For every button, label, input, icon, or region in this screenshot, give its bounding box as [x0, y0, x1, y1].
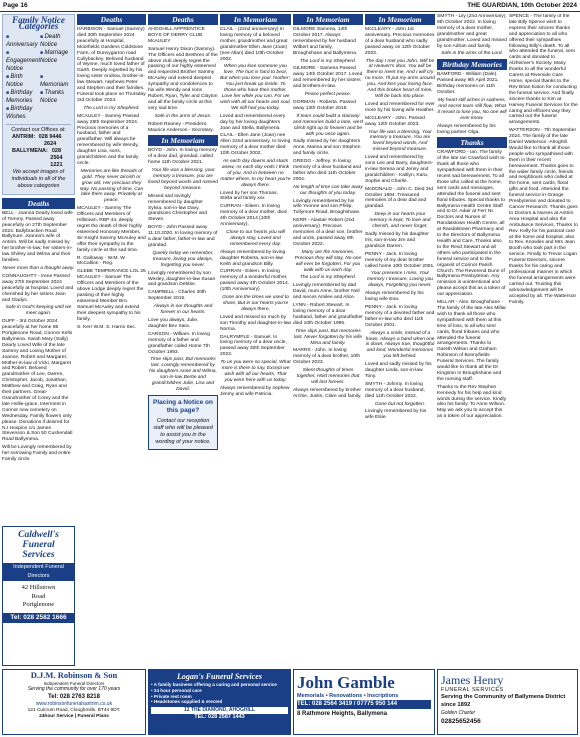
robinson-foot: 24hour Service | Funeral Plans	[39, 714, 109, 719]
verse: Time slips past, But memories last. Lovingly remembered by his daughters Anne and Wilma, son-in-law Bertie and grandchildren Julie, Lisa and David.	[149, 357, 217, 392]
placing-body: Contact our reception staff who will be pleased to assist you in the wording of your notice.	[153, 417, 213, 445]
category-item: ■ Thanks Notice	[40, 89, 71, 105]
verse: Your life was a blessing, your memory a treasure, you are loved beyond words and missed beyond measure.	[148, 168, 218, 191]
henry-title: James Henry	[441, 673, 504, 687]
deaths-list	[2, 211, 75, 463]
notice-text: Loved and sadly missed by his daughter Linda, son-in-law Tony.	[365, 362, 432, 379]
notice-text: McDONALD - John C. Died 3rd October 1994. Treasured memories of a dear dad and grandad.	[365, 186, 433, 210]
notice-text: BELL - Joanna Dearly loved wife of Tommy. Passed away peacefully on 27th September 2024. Ballybracken Road Ballynure. Joanna's wife of Antrim. Will be sadly missed by her brother-in-law, her sisters-in-law Shirley and Wilma and their families.	[2, 210, 73, 264]
notice-text: CARSON - William. In loving memory of a father and grandfather called Home 7th October 1993.	[148, 331, 210, 355]
verse: Always a smile, instead of a frown, Always a hand when one is down, Always true, thoughtful and kind, Wonderful memories you left behind.	[365, 330, 435, 360]
notice-text: DUFF - 3rd October 2024 peacefully at her home 85 Portglenone Road, Connor Kells Ballymena. Sarah Mary (Sally) Dearly Loved Wife of the late Sammy and Loving Mother of Joanne, Robert and Margaret. Mother-in-law of Vicki, Margaret and Robert. Beloved grandmother of Lee, Darren, Christopher, Jacob, Jonathan, Matthew and Craig, Ryan and their partners. Great-Grandmother of Corey and the late Hollie-grace. Interment in Connor new cemetery on Wednesday. Family flowers only please. Donations if desired for N.I Hospice c/o James Stevenson & Son 50 Cushendall Road Ballymena.	[2, 319, 73, 443]
notice-text: HARBISON - Samuel (Sammy) died 30th September 2024 peacefully at Hospital, Moorfields Gardens Coldstone Farm, of Dunnygarron road Cullybackey. Beloved husband of Wynne, much loved father of Garth. Deeply regretted by his loving sister Andrea, brother-in-law Stewart, nephews Peter and Stephen and their families. Funeral took place on Thursday 3rd October 2024.	[77, 27, 146, 103]
notice-text: Love you always, Julie, daughter Bev Sara.	[148, 317, 199, 329]
notice-text: GREGG - Jeffrey. In loving memory of a dear husband and father who died 11th October 2004.	[293, 159, 361, 182]
notice-text: WATTERSON - 7th September 2024. The family of the late Daniel Watterson -Ahoghill. Would like to thank all those people who sympathised with them in their recent bereavement. Thanks goes to the wider family circle, friends and neighbours who called at the home, sent cards, floral gifts and food. Attended the funeral service in Grange Presbyterian and donated to Cancer Research. Thanks goes to Doctors & Nurses at Antrim Area Hospital and also the Ambulance Services. Thanks to Rev. Kelly for his pastoral care at the home and hospital, also to Rev. Knowles and Mrs Jean Booth who took part in the service. Finally to Trevor Logan Funeral Directors, sincere thanks for his caring and professional manner in which the funeral arrangements were carried out. Trusting this acknowledgement will be accepted by all. The Watterson Family.	[509, 128, 578, 305]
henry-golden-charter: Golden Charter	[441, 710, 476, 716]
gamble-tel: TEL: 028 2564 3419 / 07775 950 144	[297, 700, 431, 709]
notice-text: SMYTH - Johnny. In loving memory of a dear husband, died 11th October 2022.	[365, 381, 425, 399]
notice-text: MCAULEY - Sammy The Officers and Members of Hillstown, RBP 44, deeply regret the death of their highly esteemed Honorary Member, Sir Knight Sammy McAuley and offer their sympathy to the family circle at this sad time.	[77, 206, 146, 253]
logan-address: 12 THE DIAMOND, AHOGHILL	[151, 707, 288, 714]
notice-text: Loved and remembered for ever more by his loving wife Heather.	[365, 101, 435, 113]
verse: When you lose someone you love, The hurt is hard to bear, But when you lose your 'mother', You just break up inside. To those who have their mother, Love her while you can, For we wish with all our hearts and soul, We still had you today.	[220, 64, 291, 111]
verse: The Lord is my Shepherd.	[299, 275, 357, 281]
caldwells-band: Independent Funeral Directors	[3, 563, 74, 581]
notice-text: R. Galloway - W.M. W. McCallion - Reg.	[77, 255, 126, 267]
caldwells-tel: Tel: 028 2582 1666	[3, 613, 74, 623]
verse: Your life was a blessing, Your memory a treasure, You are loved beyond words, And missed beyond measure.	[368, 129, 432, 153]
category-list	[6, 33, 71, 121]
notice-text: Samuel Henry Dixon (Sammy). The Officers and Brethren of the above club deeply regret the passing of our highly esteemed and respected Brother Sammy McAuley and extend deepest sympathy and condolences to his wife Wendy and sons Robert, Ryan, Tyler and Clayton and all the family circle at this very sad time.	[148, 46, 218, 111]
notice-text: Sadly missed by his daughter Iris, son-in-law Jim and grandson Darren.	[365, 232, 429, 249]
notice-text: Always remembered by his loving wife Ena.	[365, 291, 424, 303]
verse: Safe in the arms of the Lord.	[441, 51, 503, 57]
notice-text: CAMPBELL - Charles 30th September 2015.	[148, 290, 206, 302]
column-2	[77, 14, 146, 667]
verse: The Lord is my Shepherd.	[299, 58, 357, 64]
gamble-title: John Gamble	[297, 673, 395, 692]
thanks-list	[437, 150, 507, 420]
verse: The Lord is my Shepherd.	[83, 105, 140, 111]
category-item: ■ Birthday Memories	[6, 89, 40, 105]
henry-tel: 02825652456	[441, 718, 481, 725]
notice-text: GILMORE - Samena Passed away 14th October 2017. Loved and remembered by her sisters and brothers-in-law.	[293, 66, 363, 90]
images-note: We accept images of individuals in all of the above categories	[11, 168, 66, 189]
gamble-ad	[293, 669, 435, 735]
verse: Close to our hearts you will always stay, Loved and remembered every day.	[226, 230, 285, 247]
verse: Deep in our hearts your memory is kept, To love and cherish, and never forget.	[369, 212, 431, 230]
notice-text: BOYD - John Passed away 11.10.2020. In loving memory of a dear father, father-in-law and grandad.	[148, 225, 218, 248]
notice-text: Always remembered by his loving partner Olga.	[437, 123, 496, 135]
henry-serving: Serving the Community of Ballymena District since 1892	[441, 694, 566, 708]
notice-text: Thanks to the Rev Stephen Kennedy for his help and kind words during the service. Kindly also his family. To Anne Wilson. May we ask you to accept this as a token of our appreciation.	[437, 384, 507, 420]
section-header-birthday-memories: Birthday Memories	[437, 59, 507, 70]
robinson-tel: Tel: 028 2763 8218	[48, 694, 100, 700]
verse: If tears could build a stairway and memories build a lane, we'd climb right up to heaven and be with you once again.	[293, 113, 363, 137]
notice-text: AHOGHILL APPRENTICE BOYS OF DERRY CLUB McAULEY	[148, 27, 205, 44]
verse: Memories are like threads of gold. They never tarnish or grow old. Her precious they stay. No passing of time, Can take them away. Privately at peace.	[79, 168, 144, 204]
verse: To us you were so special, What more is there to say, Except we wish with all our hearts, That you were here with us today.	[220, 360, 291, 383]
notice-text: GLEBE TEMPERANCE LOL 25 MCAULEY - Samuel The Officers and Members of the above Lodge deeply regret the passing of their highly esteemed Member Bro. Samuel McAuley and extend their deepest sympathy to his family.	[77, 269, 146, 322]
memoriam-list-2	[220, 27, 291, 398]
verse: Always in our thoughts and forever in our hearts.	[153, 304, 213, 316]
caldwells-address: 42 Hillstown Road Portglenone	[21, 584, 56, 608]
column-6	[365, 14, 435, 667]
memoriam-list-4	[365, 27, 435, 421]
section-header-deaths: Deaths	[2, 198, 75, 209]
logan-item: • Private rest room	[151, 693, 192, 699]
masthead: THE GUARDIAN, 10th October 2024	[467, 2, 577, 9]
logan-tel: TEL: 028 2587 1443	[194, 714, 245, 721]
verse: As each day dawns and starts anew, As each day ends I think of you. And in between no matter where, In my heart you're always there.	[220, 159, 291, 188]
notice-text: CURRAN - Eileen. In loving memory of a wonderful mother, passed away 4th October 2014. (10th Anniversary)	[220, 269, 290, 293]
deaths-list-2	[77, 27, 146, 330]
contact-offices	[6, 124, 71, 190]
robinson-web: www.robinsonfuneralsantrim.co.uk	[35, 701, 113, 707]
category-item: ■ Birthday Wishes	[6, 105, 40, 121]
notice-text: PENNY - Jack. In loving memory of my dear brother called home 10th October 2001.	[365, 251, 435, 269]
thanks-list-2	[509, 14, 578, 305]
memoriam-list	[148, 148, 218, 392]
caldwells-l2: Funeral	[22, 540, 55, 550]
notice-text: LYNN - Robert Stewart. In loving memory of a dear husband, father and grandfather died 10th October 1995.	[293, 303, 363, 326]
robinson-sub: Independent Funeral Directors	[43, 681, 105, 686]
verse: Gone but not forgotten.	[374, 401, 426, 407]
notice-text: Lovingly remembered by his wife Elsie.	[365, 409, 427, 421]
notice-text: Loved and missed so much by son Timothy and daughter-in-law Norma.	[220, 314, 291, 332]
notice-text: GORMAN - Roberta. Passed away 13th October 2018.	[293, 99, 356, 111]
contact-title: Contact our Offices at:	[11, 126, 66, 133]
notice-text: CRAWFORD - Ian. The family of the late Ian Crawford wish to thank all those who sympathised with them in their recent sad bereavement. To all those who called at the home, sent cards and messages, attended the funeral and sent floral tributes. Special thanks to Ballymena Health Centre Staff and to Dr. Adair at Ferr NI. Doctors and Nurses of Randalstown Health Centre, all at Randalstown Pharmacy and to the Directors of Ballymena Health and Care. Thanks also to the Revd Stewart and all others who participated in the funeral service and to the organist of Connor Parish Church. The Reverend Dunn of Ballymena Presbyterian. Any omission is unintentional and please accept this as a token of our appreciation.	[437, 150, 506, 298]
memoriam-list-3	[293, 27, 363, 400]
logan-item: • Headstones supplied & erected	[151, 699, 223, 705]
logan-title: Logan's Funeral Services	[177, 672, 262, 681]
section-header-thanks: Thanks	[437, 137, 507, 148]
henry-ad	[437, 669, 578, 735]
notice-text: PENNY - Jack. In loving memory of a devoted father and father-in-law who died 11th October 2001.	[365, 304, 435, 328]
robinson-serving: Serving the community for over 170 years	[27, 686, 121, 692]
verse: Many are the memories, Precious they will stay, No-one will ever be forgotten. For you walk with us each day.	[294, 249, 362, 273]
verse: My heart still aches in sadness, And secret tears still flow, What it meant to lose you, No one will ever know.	[437, 97, 507, 121]
section-header-memoriam-2: In Memoriam	[220, 14, 291, 25]
notice-categories-box	[2, 14, 75, 195]
notice-text: MCAULEY - Sammy Passed away 28th September 2024. Precious memories of a husband, father and grandfather. Will always be remembered by wife Wendy, daughter Lisa, sons, grandchildren and the family circle.	[77, 113, 140, 166]
birthday-memories-list	[437, 72, 507, 135]
notice-text: Lovingly remembered by son Wesley, daughter-in-law Susan and grandson Debbie.	[148, 270, 216, 288]
notice-text: SPENCE - The family of the late Billy Spence wish to express their sincere thanks and appreciation to all who offered their sympathies following Billy's death. To all who attended the funeral, sent cards and donated to Alzheimer's Society. Many thanks to all the wonderful Carers at Riverside Care Home, special thanks to the Rev Brian Eaton for conducting the funeral service. And finally sincere thanks to Kim at Harvey Funeral Services for the caring and efficient way they carried out the funeral arrangements.	[509, 14, 578, 126]
column-5	[293, 14, 363, 667]
category-item: ■ Marriage Notice	[40, 49, 71, 73]
notice-text: Always remembered by nephew Jimmy and wife Patricia.	[220, 385, 290, 397]
ballymena-phone: BALLYMENA: 028 2564 1221	[12, 147, 63, 168]
henry-sub: FUNERAL SERVICES	[441, 687, 504, 693]
section-header-deaths-2: Deaths	[77, 14, 146, 25]
notice-text: MILLAR - Alex. Broughshane - The family of the late Alex Millar wish to thank all those who sympathised with them at this time of loss, to all who sent cards, floral tributes and who attended the funeral arrangements. Thanks to Gareth Wilson and Graham Robinson of Bonnyfields Funeral Services. The family would like to thank all the Dr Kingston in Broughshane and the nursing staff.	[437, 300, 507, 382]
logan-item: • 24 hour personal care	[151, 687, 202, 693]
logan-ad	[148, 669, 291, 735]
column-7	[437, 14, 507, 667]
box-title: Family Notice Categories	[12, 15, 65, 31]
notice-text: BOYD - John. In loving memory of a dear dad, grandad, called home 11th October 2021.	[148, 148, 217, 166]
category-item: ■ Anniversary	[6, 33, 40, 49]
notice-text: Loved and remembered every day by her loving daughters Joan and Stella, Ballymena.	[220, 113, 286, 131]
notice-text: S. Kerr W.M. S. Harris Sec.	[77, 324, 137, 330]
verse: Your presence I miss, Your memory I treasure, Loving you always, Forgetting you never.	[366, 271, 434, 289]
page-number: Page 16	[3, 2, 28, 9]
notice-text: DALRYMPLE - Samuel. In loving memory of a dear uncle, passed away 30th September 2023.	[220, 334, 287, 358]
notice-text: CONNAUGHTY - Irene Passed away 27th September 2024 peacefully at hospital. Loved and cherished by her sisters Jean and Gladys.	[2, 273, 74, 303]
notice-text: CLAIL - (22nd anniversary) In loving memory of a beloved mother, grandmother and great grandmother Ellen Jane (Joan) (nee Allan) died 10th October 2002.	[220, 27, 288, 62]
verse: Safe in the arms of Jesus.	[154, 113, 212, 119]
column-1	[2, 14, 75, 524]
page-header	[0, 0, 580, 12]
notice-text: Lovingly remembered by dad David, mum Anne, brother Neil and nieces Amilee and Alice.	[293, 283, 360, 301]
section-header-memoriam-4: In Memoriam	[365, 14, 435, 25]
verse: No length of time can take away our thoughts of you today.	[293, 184, 363, 196]
antrim-phone: ANTRIM: 028 9446 2624	[12, 133, 62, 147]
notice-text: Will be Lovingly remembered by her sorrowing Family and entire Family circle.	[2, 445, 72, 463]
deaths-list-3	[148, 27, 218, 133]
notice-text: McCLEARY - John. Passed away 12th October 2023.	[365, 115, 425, 127]
gamble-address: 8 Rathmore Heights, Ballymena	[297, 711, 388, 717]
notice-text: SMYTH - Lily (2nd Anniversary). 8th October 2022. In loving memory of a dear mother, grandmother and great grandmother. Loved and missed by son Adrian and family.	[437, 14, 507, 49]
notice-text: Always remembered by loving daughter Roberta, son-in-law Keith and grandson Billy.	[220, 249, 286, 267]
section-header-memoriam: In Memoriam	[148, 135, 218, 146]
verse: Time slips past, But memories last. Never forgotten by his wife Mina and family.	[293, 328, 363, 346]
verse: Quietly today we remember, treasure, loving you always, forgetting you never.	[152, 250, 214, 268]
notice-text: GILMORE Samena, 14th October 2017. Always remembered by her husband Wilbert and family, Broughshane and Ballymena.	[293, 27, 358, 56]
notice-text: McCLEARY - John 1st anniversary. Precious memories of a dear husband who sadly passed away on 12th October 2023.	[365, 27, 435, 56]
notice-text: CURRAN - Eileen. In loving memory of a dear mother, died 4th October 2014 (10th Anniversary).	[220, 204, 287, 228]
robinson-address: 121 Culcrum Road, Cloughmills. BT44 9DT.	[27, 708, 121, 713]
logan-item: • A family business offering a caring and personal service	[151, 682, 277, 687]
category-item: ■ Death Notice	[40, 33, 71, 49]
caldwells-l1: Caldwell's	[18, 530, 59, 540]
placing-notice-box	[148, 395, 218, 450]
gamble-services: Memorials • Renovations • Inscriptions	[297, 693, 399, 699]
caldwells-ad	[2, 526, 75, 666]
notice-text: CLAIL - Ellen Jane (Joan) nee Allen 22nd anniversary. In loving memory of a dear mother died 10th October 2002.	[220, 133, 291, 157]
notice-text: Sadly missed by her daughters Anne, Marina and son Stephen and family circle.	[293, 139, 361, 157]
column-8	[509, 14, 578, 667]
verse: Gone are the times we used to share, But in our hearts you're always there.	[222, 295, 289, 312]
robinson-title: D.J.M. Robinson & Son	[30, 670, 118, 680]
column-3	[148, 14, 218, 667]
logan-items	[151, 682, 288, 705]
notice-text: Missed and lovingly remembered by daughter Sylvia, son-in-law Davy, grandsons Christopher and Steven.	[148, 193, 207, 223]
notice-text: KERR - Alastair Robert (2nd anniversary). Precious memories of a dear son, brother and uncle, passed away 9th October 2022.	[293, 218, 363, 247]
notice-text: Loved by her son Thomas, Stella and family xxx	[220, 190, 278, 202]
notice-text: Robert Reaney - President. Maurice Anderson - Secretary.	[148, 121, 214, 133]
verse: Safe in God's keeping until we meet again.	[5, 305, 72, 317]
column-4	[220, 14, 291, 667]
category-item: ■ Engagement Notice	[6, 49, 40, 73]
placing-title: Placing a Notice on this page?	[153, 398, 213, 414]
notice-text: Always remembered by brother Archie, Justin, Clare and family.	[293, 387, 362, 399]
notice-text: Loved and remembered by sons Lee and Barry, daughters-in-law Serena and Jenny and grandchildren - Kaitlyn, Kara, Sophie and Charlie.	[365, 155, 434, 184]
caldwells-l3: Services	[22, 550, 55, 560]
verse: Never more than a thought away.	[2, 265, 75, 271]
notice-text: MARRS - John. In loving memory of a dear brother, 10th October 2023.	[293, 348, 361, 366]
verse: Peace perfect peace.	[304, 92, 352, 98]
category-item: ■ Birth Notice	[6, 73, 40, 89]
verse: Silent thoughts of times together, Hold memories that will last forever.	[296, 368, 360, 385]
memoriam-list-5	[437, 14, 507, 57]
section-header-memoriam-3: In Memoriam	[293, 14, 363, 25]
robinson-ad	[2, 669, 146, 735]
notice-text: BAMFORD - William (Dale). Passed away 9th April 2021. Birthday memories on 11th October.	[437, 72, 499, 96]
notice-text: Lovingly remembered by his wife Yvonne and son Philip, Tullymore Road, Broughshane.	[293, 198, 361, 216]
category-item: ■ Memoriam	[40, 73, 71, 89]
section-header-deaths-3: Deaths	[148, 14, 218, 25]
verse: The day I met you John, Will be at Heaven's door. You will be there to meet me, And I will cry no more. I'll put my arms around you, And kiss your loving face. And this broken heart of mine, Will be back into place.	[365, 58, 435, 99]
